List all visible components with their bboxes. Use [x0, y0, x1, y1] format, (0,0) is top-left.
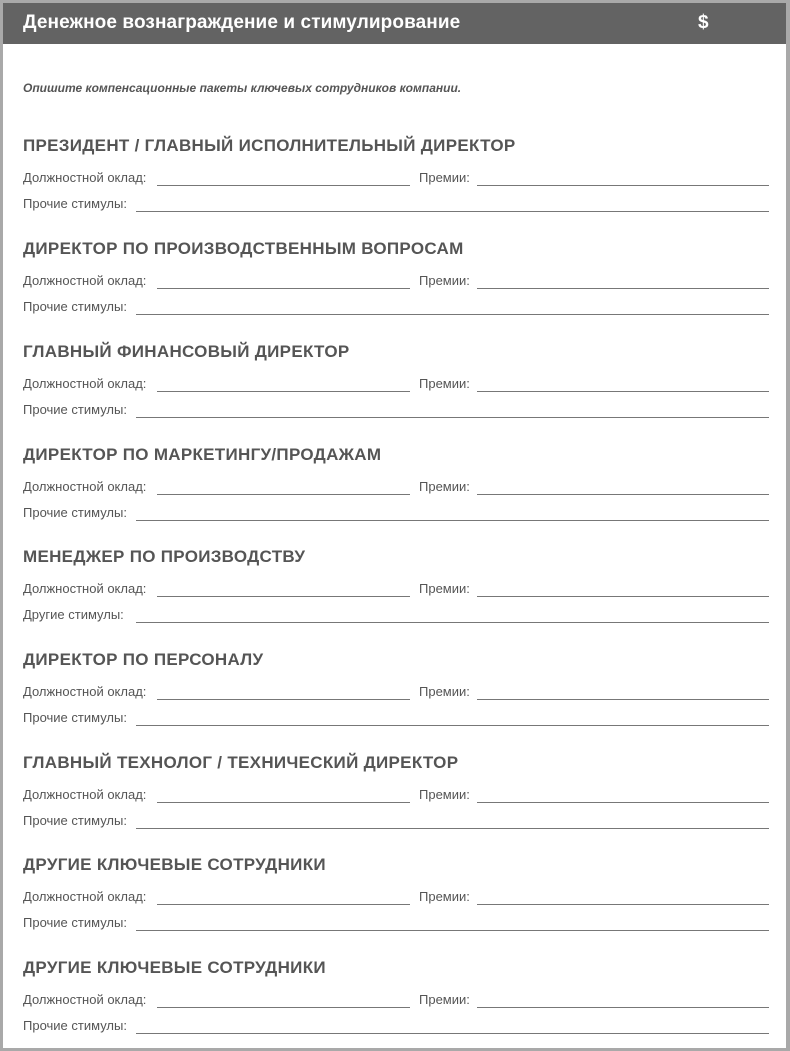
form-header	[3, 3, 786, 44]
bonus-field[interactable]	[477, 596, 769, 597]
other-incentives-label: Прочие стимулы:	[23, 402, 127, 417]
other-incentives-row	[23, 505, 769, 525]
bonus-field[interactable]	[477, 904, 769, 905]
position-section	[23, 342, 769, 432]
other-incentives-label: Прочие стимулы:	[23, 710, 127, 725]
bonus-field[interactable]	[477, 288, 769, 289]
bonus-label: Премии:	[419, 684, 470, 699]
other-incentives-field[interactable]	[136, 520, 769, 521]
form-title: Денежное вознаграждение и стимулирование	[23, 12, 461, 33]
dollar-icon: $	[698, 12, 709, 33]
other-incentives-label: Прочие стимулы:	[23, 1018, 127, 1033]
salary-bonus-row	[23, 273, 769, 293]
bonus-label: Премии:	[419, 787, 470, 802]
bonus-field[interactable]	[477, 494, 769, 495]
bonus-label: Премии:	[419, 376, 470, 391]
position-title: ДРУГИЕ КЛЮЧЕВЫЕ СОТРУДНИКИ	[23, 855, 326, 874]
form-sheet	[3, 3, 786, 1048]
salary-label: Должностной оклад:	[23, 787, 147, 802]
other-incentives-field[interactable]	[136, 1033, 769, 1034]
other-incentives-field[interactable]	[136, 622, 769, 623]
other-incentives-row	[23, 710, 769, 730]
salary-label: Должностной оклад:	[23, 684, 147, 699]
bonus-field[interactable]	[477, 699, 769, 700]
salary-field[interactable]	[157, 391, 410, 392]
salary-bonus-row	[23, 376, 769, 396]
salary-label: Должностной оклад:	[23, 581, 147, 596]
other-incentives-row	[23, 813, 769, 833]
position-section	[23, 855, 769, 945]
salary-bonus-row	[23, 581, 769, 601]
salary-bonus-row	[23, 889, 769, 909]
other-incentives-label: Прочие стимулы:	[23, 813, 127, 828]
salary-field[interactable]	[157, 699, 410, 700]
position-title: ГЛАВНЫЙ ТЕХНОЛОГ / ТЕХНИЧЕСКИЙ ДИРЕКТОР	[23, 753, 459, 772]
salary-label: Должностной оклад:	[23, 376, 147, 391]
position-section	[23, 239, 769, 329]
bonus-label: Премии:	[419, 992, 470, 1007]
salary-field[interactable]	[157, 288, 410, 289]
other-incentives-row	[23, 915, 769, 935]
position-section	[23, 650, 769, 740]
bonus-field[interactable]	[477, 391, 769, 392]
other-incentives-label: Прочие стимулы:	[23, 196, 127, 211]
other-incentives-row	[23, 402, 769, 422]
other-incentives-field[interactable]	[136, 211, 769, 212]
position-section	[23, 136, 769, 226]
salary-label: Должностной оклад:	[23, 479, 147, 494]
salary-bonus-row	[23, 479, 769, 499]
position-title: ДИРЕКТОР ПО ПЕРСОНАЛУ	[23, 650, 264, 669]
other-incentives-field[interactable]	[136, 930, 769, 931]
other-incentives-field[interactable]	[136, 314, 769, 315]
salary-bonus-row	[23, 992, 769, 1012]
salary-field[interactable]	[157, 185, 410, 186]
other-incentives-label: Прочие стимулы:	[23, 915, 127, 930]
salary-field[interactable]	[157, 802, 410, 803]
other-incentives-field[interactable]	[136, 828, 769, 829]
position-title: ДРУГИЕ КЛЮЧЕВЫЕ СОТРУДНИКИ	[23, 958, 326, 977]
salary-field[interactable]	[157, 1007, 410, 1008]
salary-field[interactable]	[157, 596, 410, 597]
salary-field[interactable]	[157, 494, 410, 495]
other-incentives-row	[23, 607, 769, 627]
bonus-label: Премии:	[419, 479, 470, 494]
bonus-label: Премии:	[419, 889, 470, 904]
other-incentives-row	[23, 299, 769, 319]
other-incentives-field[interactable]	[136, 417, 769, 418]
salary-bonus-row	[23, 787, 769, 807]
position-title: ДИРЕКТОР ПО МАРКЕТИНГУ/ПРОДАЖАМ	[23, 445, 382, 464]
salary-bonus-row	[23, 684, 769, 704]
salary-field[interactable]	[157, 904, 410, 905]
other-incentives-label: Прочие стимулы:	[23, 299, 127, 314]
salary-bonus-row	[23, 170, 769, 190]
other-incentives-row	[23, 1018, 769, 1038]
salary-label: Должностной оклад:	[23, 170, 147, 185]
position-section	[23, 445, 769, 535]
position-section	[23, 547, 769, 637]
bonus-field[interactable]	[477, 802, 769, 803]
position-title: ПРЕЗИДЕНТ / ГЛАВНЫЙ ИСПОЛНИТЕЛЬНЫЙ ДИРЕКТОР	[23, 136, 516, 155]
other-incentives-label: Прочие стимулы:	[23, 505, 127, 520]
position-section	[23, 753, 769, 843]
salary-label: Должностной оклад:	[23, 992, 147, 1007]
position-title: ДИРЕКТОР ПО ПРОИЗВОДСТВЕННЫМ ВОПРОСАМ	[23, 239, 464, 258]
other-incentives-field[interactable]	[136, 725, 769, 726]
other-incentives-label: Другие стимулы:	[23, 607, 124, 622]
bonus-label: Премии:	[419, 273, 470, 288]
salary-label: Должностной оклад:	[23, 889, 147, 904]
bonus-label: Премии:	[419, 581, 470, 596]
salary-label: Должностной оклад:	[23, 273, 147, 288]
bonus-label: Премии:	[419, 170, 470, 185]
other-incentives-row	[23, 196, 769, 216]
position-title: ГЛАВНЫЙ ФИНАНСОВЫЙ ДИРЕКТОР	[23, 342, 350, 361]
position-title: МЕНЕДЖЕР ПО ПРОИЗВОДСТВУ	[23, 547, 306, 566]
form-instructions: Опишите компенсационные пакеты ключевых сотрудников компании.	[23, 81, 462, 95]
bonus-field[interactable]	[477, 1007, 769, 1008]
bonus-field[interactable]	[477, 185, 769, 186]
position-section	[23, 958, 769, 1048]
